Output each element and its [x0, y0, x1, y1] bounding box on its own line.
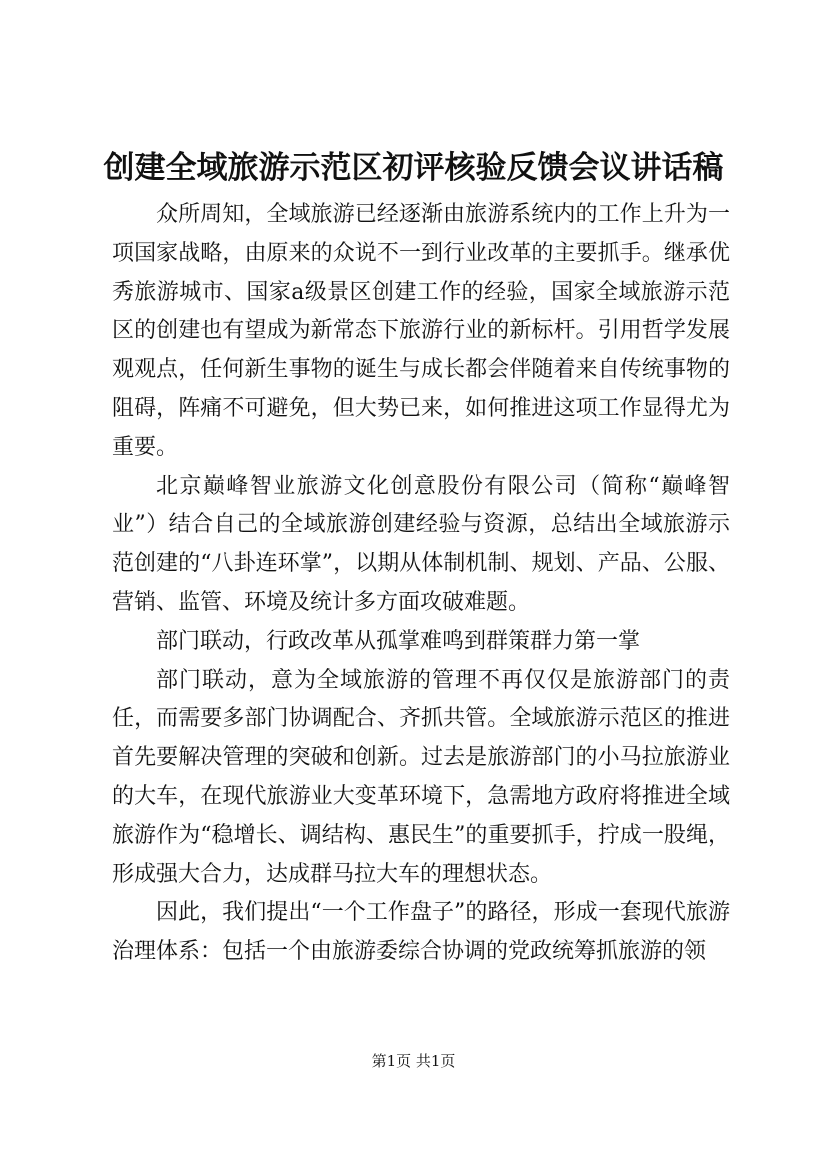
paragraph: 众所周知，全域旅游已经逐渐由旅游系统内的工作上升为一项国家战略，由原来的众说不一到行业改革的主要抓手。继承优秀旅游城市、国家a级景区创建工作的经验，国家全域旅游示范区的创建也有望成为新常态下旅游行业的新标杆。引用哲学发展观观点，任何新生事物的诞生与成长都会伴随着来自传统事物的阻碍，阵痛不可避免，但大势已来，如何推进这项工作显得尤为重要。	[112, 202, 730, 460]
section-heading: 部门联动，行政改革从孤掌难鸣到群策群力第一掌	[156, 628, 641, 654]
document-body	[112, 196, 730, 972]
page-number-footer: 第1页 共1页	[371, 1052, 456, 1070]
document-title: 创建全域旅游示范区初评核验反馈会议讲话稿	[103, 150, 724, 186]
paragraph: 部门联动，意为全域旅游的管理不再仅仅是旅游部门的责任，而需要多部门协调配合、齐抓共管。全域旅游示范区的推进首先要解决管理的突破和创新。过去是旅游部门的小马拉旅游业的大车，在现代旅游业大变革环境下，急需地方政府将推进全域旅游作为“稳增长、调结构、惠民生”的重要抓手，拧成一股绳，形成强大合力，达成群马拉大车的理想状态。	[112, 667, 730, 887]
paragraph: 北京巅峰智业旅游文化创意股份有限公司（简称“巅峰智业”）结合自己的全域旅游创建经验与资源，总结出全域旅游示范创建的“八卦连环掌”，以期从体制机制、规划、产品、公服、营销、监管、环境及统计多方面攻破难题。	[112, 473, 730, 615]
paragraph: 因此，我们提出“一个工作盘子”的路径，形成一套现代旅游治理体系：包括一个由旅游委综合协调的党政统筹抓旅游的领	[112, 900, 730, 965]
